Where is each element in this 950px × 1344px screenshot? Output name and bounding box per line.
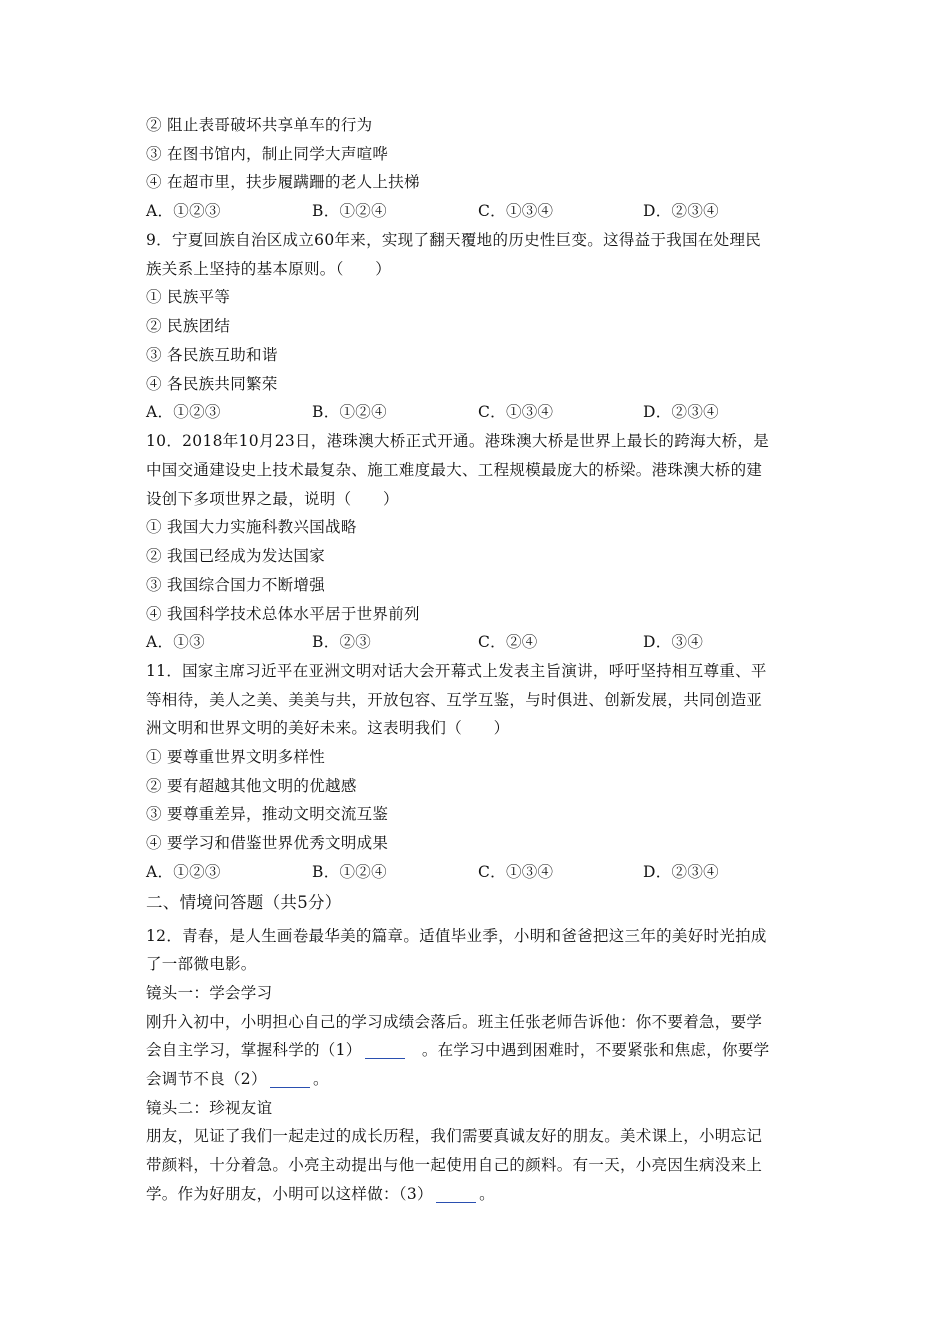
q12-scene-1-line-1: 刚升入初中，小明担心自己的学习成绩会落后。班主任张老师告诉他：你不要着急，要学	[146, 1013, 763, 1031]
q11-stem-line-3: 洲文明和世界文明的美好未来。这表明我们（ ）	[146, 719, 510, 737]
q8-option-c: C．①③④	[478, 202, 554, 220]
q10-item-4: ④ 我国科学技术总体水平居于世界前列	[146, 605, 420, 623]
q12-scene-2-line-3	[146, 1183, 806, 1205]
q8-item-2: ② 阻止表哥破坏共享单车的行为	[146, 116, 373, 134]
answer-blank-2-text	[270, 1071, 310, 1087]
q12-stem-line-1: 12．青春，是人生画卷最华美的篇章。适值毕业季，小明和爸爸把这三年的美好时光拍成	[146, 927, 767, 945]
q10-option-c: C．②④	[478, 633, 538, 651]
q9-item-3: ③ 各民族互助和谐	[146, 346, 278, 364]
q9-item-2: ② 民族团结	[146, 317, 231, 335]
q12-scene-1-line-3	[146, 1068, 806, 1090]
q10-options	[146, 631, 806, 653]
q9-stem-line-1: 9．宁夏回族自治区成立60年来，实现了翻天覆地的历史性巨变。这得益于我国在处理民	[146, 231, 762, 249]
q10-item-1: ① 我国大力实施科教兴国战略	[146, 518, 357, 536]
q12-scene-2-line-2: 带颜料，十分着急。小亮主动提出与他一起使用自己的颜料。有一天，小亮因生病没来上	[146, 1156, 763, 1174]
q9-stem-line-2: 族关系上坚持的基本原则。（ ）	[146, 260, 392, 278]
q9-option-b: B．①②④	[312, 403, 387, 421]
q11-option-d: D．②③④	[643, 863, 719, 881]
q11-stem-line-1: 11．国家主席习近平在亚洲文明对话大会开幕式上发表主旨演讲，呼吁坚持相互尊重、平	[146, 662, 767, 680]
q12-scene-2-line-1: 朋友，见证了我们一起走过的成长历程，我们需要真诚友好的朋友。美术课上，小明忘记	[146, 1127, 763, 1145]
q9-item-4: ④ 各民族共同繁荣	[146, 375, 278, 393]
q12-scene-1-line-3-text-a: 会调节不良（2）	[146, 1070, 267, 1088]
q12-scene-2-title: 镜头二：珍视友谊	[146, 1099, 273, 1117]
q12-scene-1-line-2	[146, 1039, 806, 1061]
answer-blank-2[interactable]	[270, 1071, 310, 1088]
q12-scene-1-title: 镜头一：学会学习	[146, 984, 273, 1002]
q8-item-3: ③ 在图书馆内，制止同学大声喧哗	[146, 145, 389, 163]
q9-option-a: A．①②③	[146, 403, 221, 421]
q8-option-a: A．①②③	[146, 202, 221, 220]
q11-option-b: B．①②④	[312, 863, 387, 881]
q11-item-1: ① 要尊重世界文明多样性	[146, 748, 326, 766]
q10-item-3: ③ 我国综合国力不断增强	[146, 576, 326, 594]
q9-item-1: ① 民族平等	[146, 288, 231, 306]
answer-blank-1[interactable]	[365, 1042, 405, 1059]
q12-scene-2-line-3-text-b: 。	[479, 1185, 495, 1203]
q10-option-b: B．②③	[312, 633, 372, 651]
q12-scene-2-line-3-text-a: 学。作为好朋友，小明可以这样做：（3）	[146, 1185, 433, 1203]
q10-option-d: D．③④	[643, 633, 704, 651]
q12-scene-1-line-2-text-a: 会自主学习，掌握科学的（1）	[146, 1041, 362, 1059]
q12-scene-1-line-3-text-b: 。	[313, 1070, 329, 1088]
q12-stem-line-2: 了一部微电影。	[146, 955, 257, 973]
q11-option-a: A．①②③	[146, 863, 221, 881]
q10-option-a: A．①③	[146, 633, 205, 651]
answer-blank-3-text	[436, 1186, 476, 1202]
answer-blank-3[interactable]	[436, 1186, 476, 1203]
q10-item-2: ② 我国已经成为发达国家	[146, 547, 326, 565]
q12-scene-1-line-2-text-b: 。在学习中遇到困难时，不要紧张和焦虑，你要学	[421, 1041, 770, 1059]
q8-item-4: ④ 在超市里，扶步履蹒跚的老人上扶梯	[146, 173, 420, 191]
q10-stem-line-2: 中国交通建设史上技术最复杂、施工难度最大、工程规模最庞大的桥梁。港珠澳大桥的建	[146, 461, 763, 479]
q8-options	[146, 200, 806, 222]
q9-option-c: C．①③④	[478, 403, 554, 421]
section-2-title: 二、情境问答题（共5分）	[146, 893, 342, 912]
q11-options	[146, 861, 806, 883]
q8-option-b: B．①②④	[312, 202, 387, 220]
q9-option-d: D．②③④	[643, 403, 719, 421]
q11-item-3: ③ 要尊重差异，推动文明交流互鉴	[146, 805, 389, 823]
q8-option-d: D．②③④	[643, 202, 719, 220]
q11-option-c: C．①③④	[478, 863, 554, 881]
q11-item-4: ④ 要学习和借鉴世界优秀文明成果	[146, 834, 389, 852]
q10-stem-line-3: 设创下多项世界之最，说明（ ）	[146, 490, 399, 508]
q11-stem-line-2: 等相待，美人之美、美美与共，开放包容、互学互鉴，与时俱进、创新发展，共同创造亚	[146, 691, 763, 709]
answer-blank-1-text	[365, 1042, 405, 1058]
q11-item-2: ② 要有超越其他文明的优越感	[146, 777, 357, 795]
q9-options	[146, 401, 806, 423]
q10-stem-line-1: 10．2018年10月23日，港珠澳大桥正式开通。港珠澳大桥是世界上最长的跨海大桥，是	[146, 432, 770, 450]
